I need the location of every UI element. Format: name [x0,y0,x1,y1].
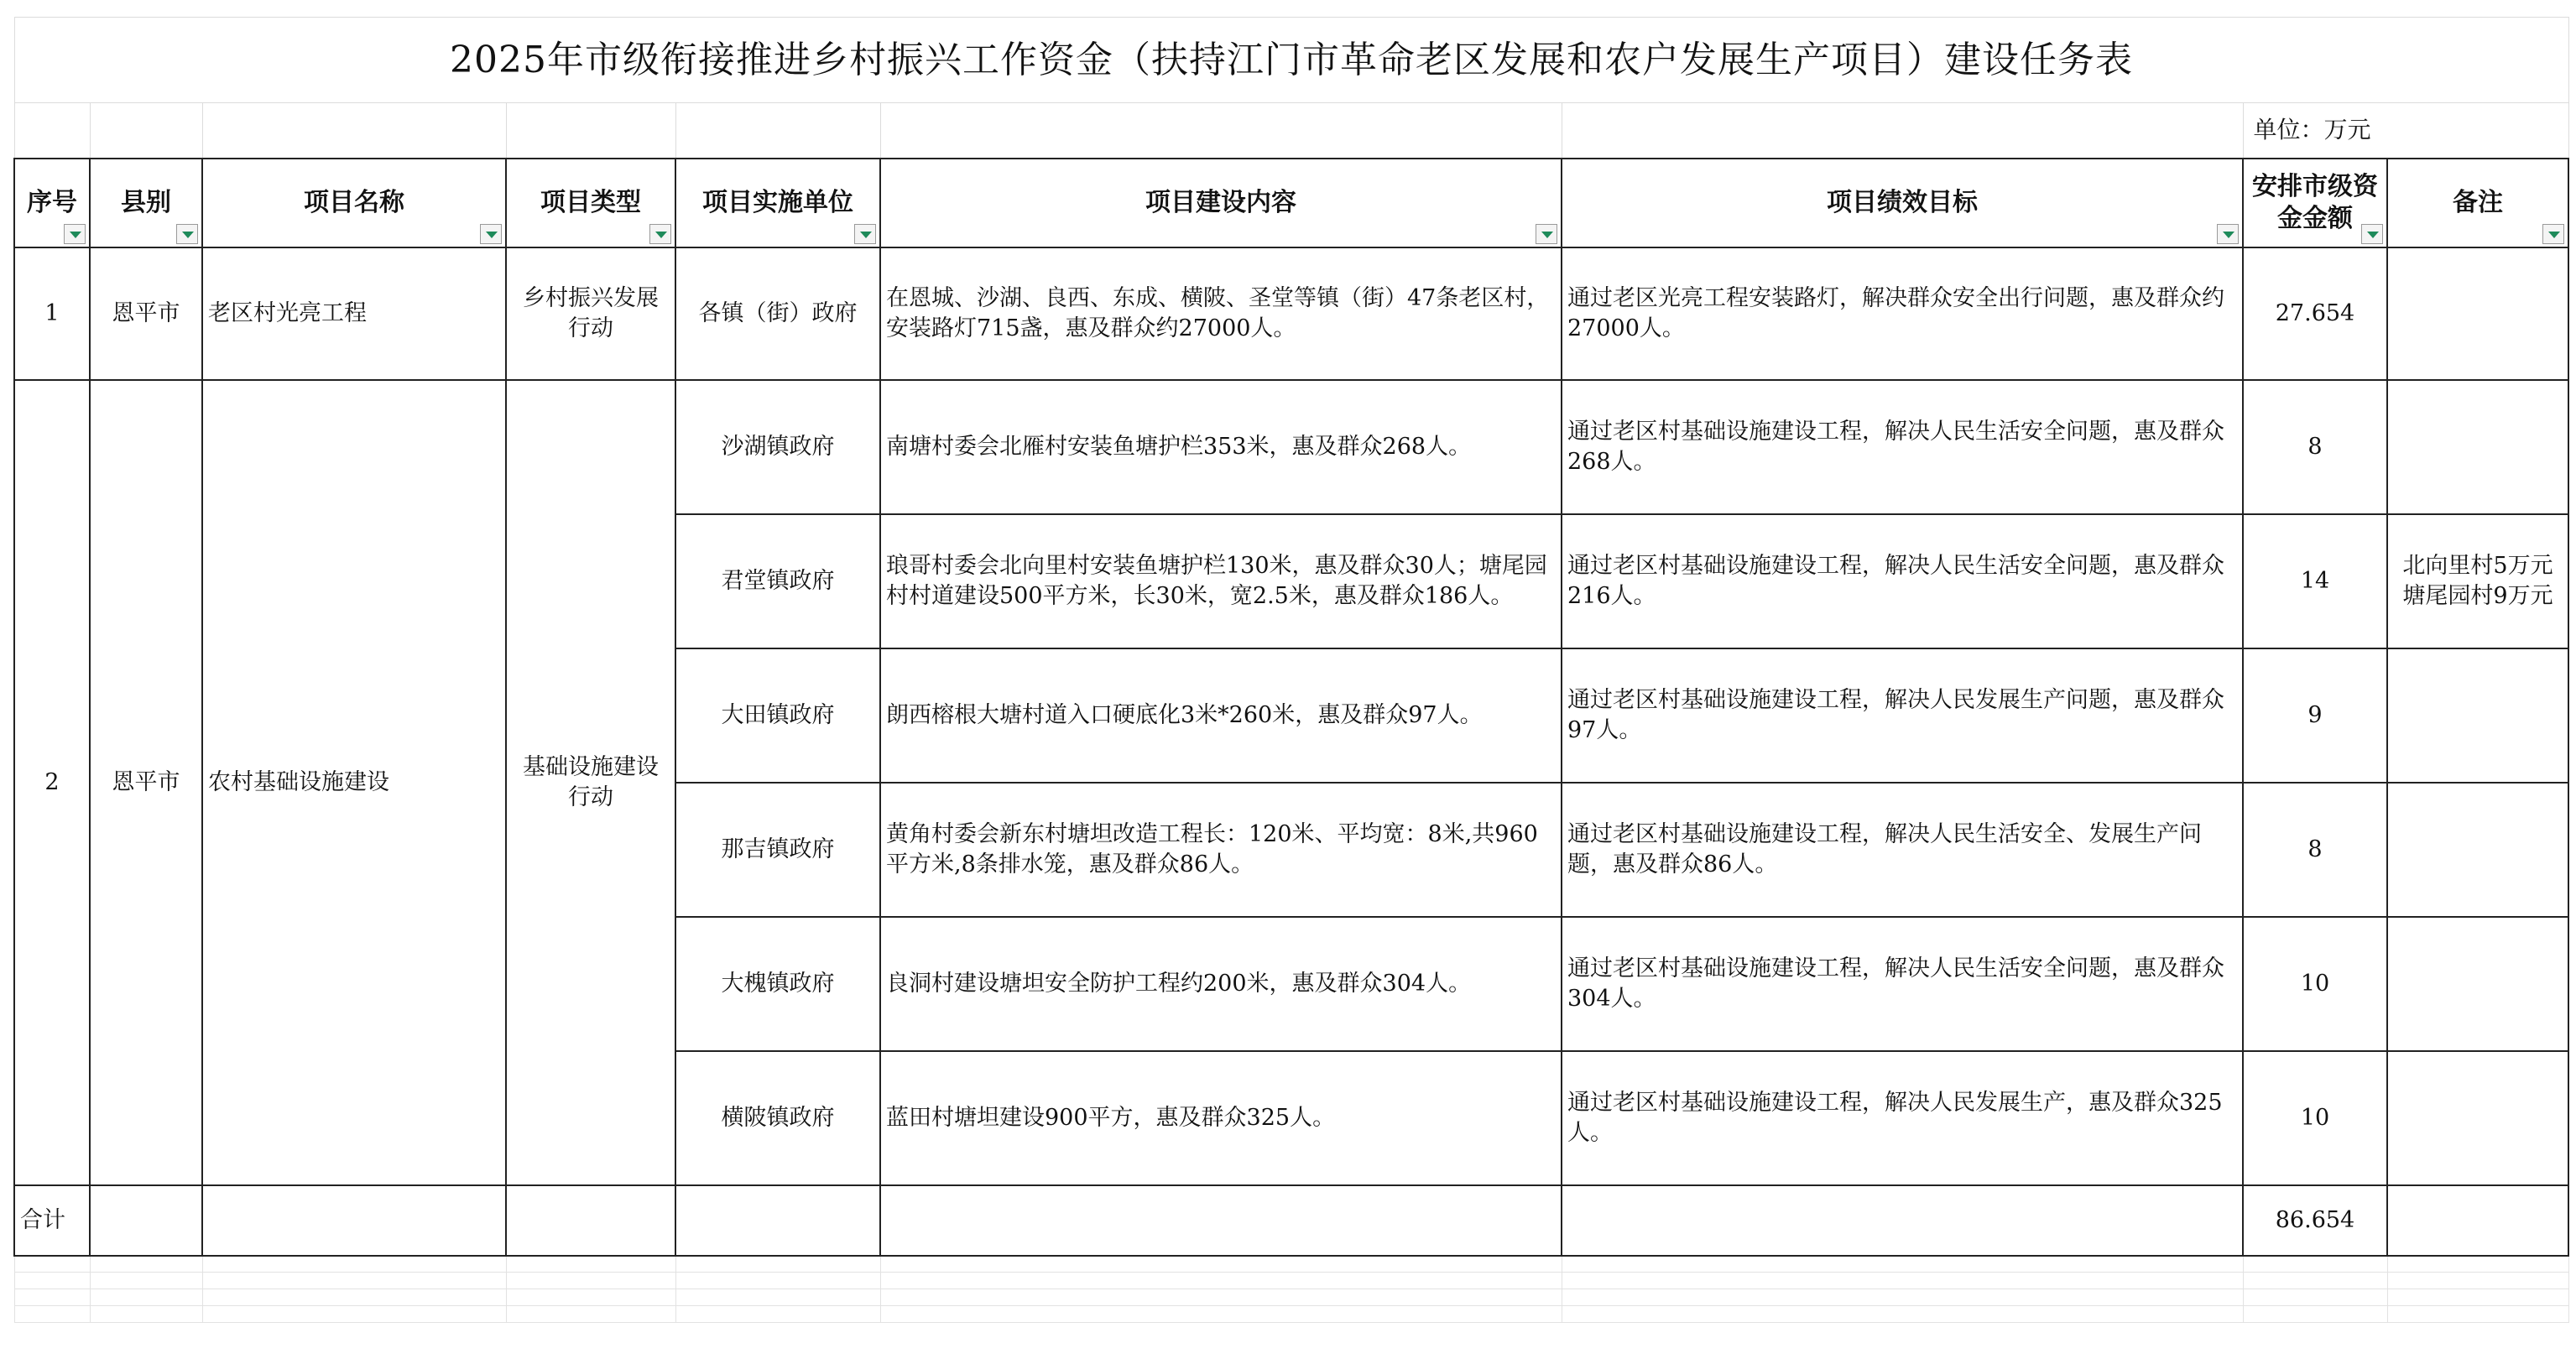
empty-cell[interactable] [506,1289,675,1306]
header-content[interactable] [880,159,1562,247]
empty-cell[interactable] [14,1256,90,1273]
header-seq[interactable] [14,159,90,247]
empty-cell[interactable] [675,1185,880,1256]
cell-unit-org[interactable]: 沙湖镇政府 [675,380,880,514]
cell-remark[interactable] [2387,648,2568,783]
empty-cell[interactable] [2387,1185,2568,1256]
header-unit-org-label: 项目实施单位 [702,187,853,217]
header-seq-label: 序号 [27,187,77,217]
task-table [13,17,2569,1323]
cell-unit-org[interactable]: 大槐镇政府 [675,917,880,1051]
cell-target[interactable]: 通过老区村基础设施建设工程，解决人民生活安全问题，惠及群众268人。 [1562,380,2243,514]
filter-dropdown-icon[interactable] [1536,224,1557,244]
empty-cell[interactable] [90,1273,202,1289]
cell-remark[interactable]: 北向里村5万元塘尾园村9万元 [2387,514,2568,648]
empty-cell[interactable] [2243,1306,2387,1323]
filter-dropdown-icon[interactable] [64,224,86,244]
empty-cell[interactable] [675,1256,880,1273]
header-remark[interactable] [2387,159,2568,247]
empty-cell[interactable] [14,1273,90,1289]
cell-content[interactable]: 蓝田村塘坦建设900平方，惠及群众325人。 [880,1051,1562,1185]
cell-content[interactable]: 朗西榕根大塘村道入口硬底化3米*260米，惠及群众97人。 [880,648,1562,783]
empty-cell[interactable] [506,1256,675,1273]
cell-target[interactable]: 通过老区村基础设施建设工程，解决人民发展生产，惠及群众325人。 [1562,1051,2243,1185]
header-project-name-label: 项目名称 [304,187,404,217]
cell-amount[interactable]: 8 [2243,380,2387,514]
cell-seq[interactable]: 1 [14,247,90,380]
header-amount-label: 安排市级资金金额 [2252,171,2378,233]
empty-cell[interactable] [1562,1273,2243,1289]
empty-row [14,1306,2568,1323]
table-row [14,247,2568,380]
cell-target[interactable]: 通过老区光亮工程安装路灯，解决群众安全出行问题，惠及群众约27000人。 [1562,247,2243,380]
empty-cell[interactable] [880,1306,1562,1323]
empty-cell[interactable] [675,103,880,159]
filter-dropdown-icon[interactable] [176,224,198,244]
cell-unit-org[interactable]: 那吉镇政府 [675,783,880,917]
empty-cell[interactable] [880,1256,1562,1273]
cell-remark[interactable] [2387,1051,2568,1185]
empty-cell[interactable] [675,1273,880,1289]
empty-row [14,1289,2568,1306]
header-remark-label: 备注 [2453,187,2504,217]
filter-dropdown-icon[interactable] [2361,224,2383,244]
filter-dropdown-icon[interactable] [2542,224,2564,244]
cell-unit-org[interactable]: 君堂镇政府 [675,514,880,648]
cell-county[interactable]: 恩平市 [90,247,202,380]
unit-label[interactable]: 单位：万元 [2243,103,2568,159]
cell-content[interactable]: 黄角村委会新东村塘坦改造工程长：120米、平均宽：8米,共960平方米,8条排水笼，惠及群众86人。 [880,783,1562,917]
cell-target[interactable]: 通过老区村基础设施建设工程，解决人民发展生产问题，惠及群众97人。 [1562,648,2243,783]
empty-cell[interactable] [2387,1273,2568,1289]
cell-project-type[interactable]: 基础设施建设行动 [506,380,675,1185]
empty-cell[interactable] [2243,1256,2387,1273]
empty-cell[interactable] [506,1306,675,1323]
cell-project-name[interactable]: 老区村光亮工程 [202,247,506,380]
cell-unit-org[interactable]: 各镇（街）政府 [675,247,880,380]
cell-content[interactable]: 琅哥村委会北向里村安装鱼塘护栏130米，惠及群众30人；塘尾园村村道建设500平方米，长30米，宽2.5米，惠及群众186人。 [880,514,1562,648]
cell-amount[interactable]: 8 [2243,783,2387,917]
filter-dropdown-icon[interactable] [854,224,876,244]
empty-cell[interactable] [880,103,1562,159]
empty-cell[interactable] [202,1273,506,1289]
cell-amount[interactable]: 10 [2243,1051,2387,1185]
empty-cell[interactable] [202,1306,506,1323]
header-unit-org[interactable] [675,159,880,247]
cell-unit-org[interactable]: 横陂镇政府 [675,1051,880,1185]
empty-cell[interactable] [90,1256,202,1273]
cell-target[interactable]: 通过老区村基础设施建设工程，解决人民生活安全问题，惠及群众304人。 [1562,917,2243,1051]
cell-content[interactable]: 南塘村委会北雁村安装鱼塘护栏353米，惠及群众268人。 [880,380,1562,514]
header-target-label: 项目绩效目标 [1827,187,1978,217]
header-content-label: 项目建设内容 [1145,187,1296,217]
empty-cell[interactable] [2243,1273,2387,1289]
header-target[interactable] [1562,159,2243,247]
cell-county[interactable]: 恩平市 [90,380,202,1185]
cell-target[interactable]: 通过老区村基础设施建设工程，解决人民生活安全问题，惠及群众216人。 [1562,514,2243,648]
empty-cell[interactable] [675,1306,880,1323]
empty-cell[interactable] [880,1289,1562,1306]
cell-content[interactable]: 在恩城、沙湖、良西、东成、横陂、圣堂等镇（街）47条老区村，安装路灯715盏，惠及群众约27000人。 [880,247,1562,380]
filter-dropdown-icon[interactable] [2217,224,2239,244]
cell-remark[interactable] [2387,380,2568,514]
empty-cell[interactable] [2243,1289,2387,1306]
cell-unit-org[interactable]: 大田镇政府 [675,648,880,783]
empty-cell[interactable] [2387,1289,2568,1306]
table-row [14,380,2568,514]
filter-dropdown-icon[interactable] [649,224,671,244]
cell-project-name[interactable]: 农村基础设施建设 [202,380,506,1185]
empty-row [14,1256,2568,1273]
empty-cell[interactable] [506,103,675,159]
empty-cell[interactable] [2387,1256,2568,1273]
sheet-title[interactable]: 2025年市级衔接推进乡村振兴工作资金（扶持江门市革命老区发展和农户发展生产项目）建设任务表 [14,18,2568,103]
cell-content[interactable]: 良洞村建设塘坦安全防护工程约200米，惠及群众304人。 [880,917,1562,1051]
empty-cell[interactable] [90,103,202,159]
empty-cell[interactable] [202,1289,506,1306]
total-row [14,1185,2568,1256]
cell-project-type[interactable]: 乡村振兴发展行动 [506,247,675,380]
cell-seq[interactable]: 2 [14,380,90,1185]
cell-remark[interactable] [2387,783,2568,917]
header-county-label: 县别 [121,187,171,217]
empty-cell[interactable] [506,1273,675,1289]
cell-remark[interactable] [2387,917,2568,1051]
empty-cell[interactable] [14,103,90,159]
empty-cell[interactable] [1562,103,2243,159]
empty-cell[interactable] [1562,1256,2243,1273]
empty-cell[interactable] [1562,1306,2243,1323]
empty-cell[interactable] [880,1273,1562,1289]
header-project-type[interactable] [506,159,675,247]
empty-cell[interactable] [202,1256,506,1273]
empty-cell[interactable] [880,1185,1562,1256]
header-amount[interactable] [2243,159,2387,247]
empty-cell[interactable] [90,1306,202,1323]
empty-cell[interactable] [506,1185,675,1256]
total-amount[interactable]: 86.654 [2243,1185,2387,1256]
empty-cell[interactable] [14,1306,90,1323]
cell-amount[interactable]: 14 [2243,514,2387,648]
total-label[interactable]: 合计 [14,1185,90,1256]
empty-cell[interactable] [675,1289,880,1306]
empty-cell[interactable] [202,103,506,159]
empty-cell[interactable] [2387,1306,2568,1323]
filter-dropdown-icon[interactable] [480,224,502,244]
header-project-type-label: 项目类型 [540,187,641,217]
empty-cell[interactable] [1562,1289,2243,1306]
header-project-name[interactable] [202,159,506,247]
empty-cell[interactable] [1562,1185,2243,1256]
empty-cell[interactable] [202,1185,506,1256]
cell-remark[interactable] [2387,247,2568,380]
cell-amount[interactable]: 10 [2243,917,2387,1051]
header-county[interactable] [90,159,202,247]
empty-cell[interactable] [90,1185,202,1256]
empty-row [14,1273,2568,1289]
cell-target[interactable]: 通过老区村基础设施建设工程，解决人民生活安全、发展生产问题，惠及群众86人。 [1562,783,2243,917]
empty-cell[interactable] [90,1289,202,1306]
cell-amount[interactable]: 27.654 [2243,247,2387,380]
empty-cell[interactable] [14,1289,90,1306]
cell-amount[interactable]: 9 [2243,648,2387,783]
